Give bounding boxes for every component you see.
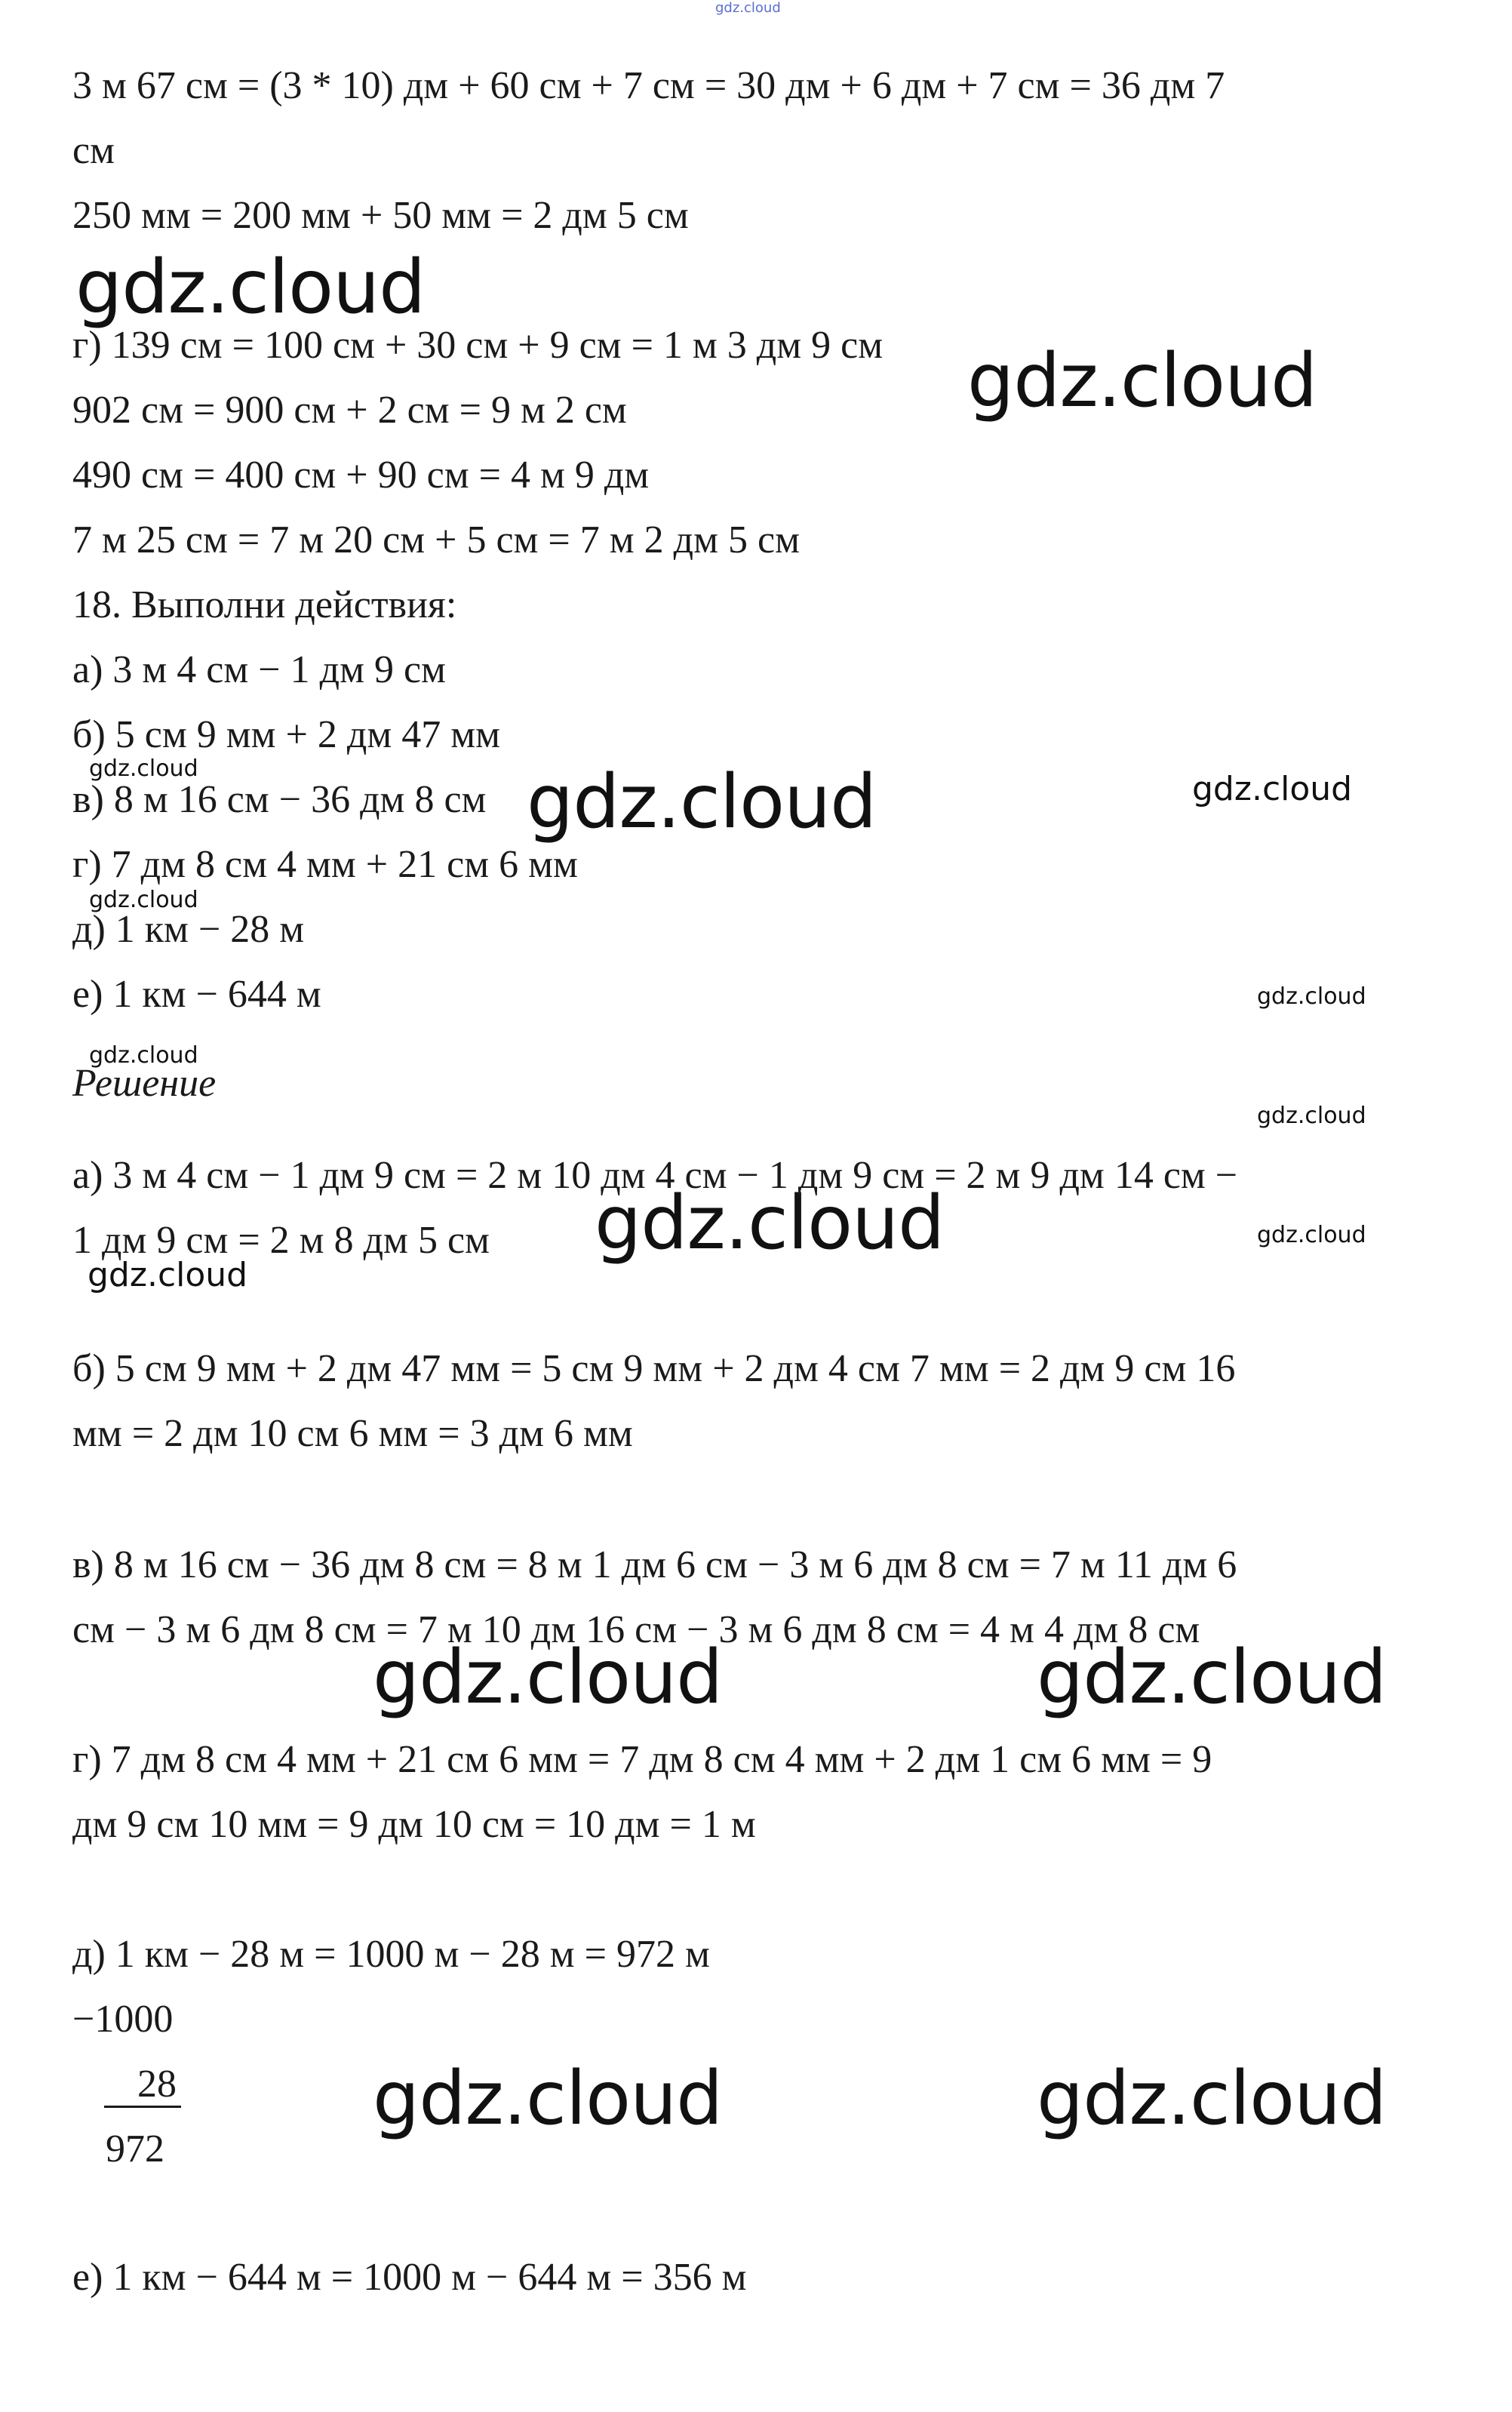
conversion-line-g1: г) 139 см = 100 см + 30 см + 9 см = 1 м 3 дм 9 см	[72, 324, 884, 367]
task-e: е) 1 км − 644 м	[72, 973, 321, 1016]
conversion-line-g4: 7 м 25 см = 7 м 20 см + 5 см = 7 м 2 дм 5 см	[72, 518, 801, 561]
watermark-small-4: gdz.cloud	[89, 1042, 198, 1069]
watermark-small-5: gdz.cloud	[1257, 1103, 1366, 1129]
column-line	[104, 2106, 181, 2108]
solution-e-line: е) 1 км − 644 м = 1000 м − 644 м = 356 м	[72, 2256, 747, 2299]
watermark-small-6: gdz.cloud	[1257, 1222, 1366, 1248]
solution-g-line-2: дм 9 см 10 мм = 9 дм 10 см = 10 дм = 1 м	[72, 1803, 756, 1846]
task-b: б) 5 см 9 мм + 2 дм 47 мм	[72, 713, 501, 756]
task-v: в) 8 м 16 см − 36 дм 8 см	[72, 778, 487, 821]
column-minuend: −1000	[72, 1998, 174, 2041]
solution-v-line-1: в) 8 м 16 см − 36 дм 8 см = 8 м 1 дм 6 см − 3 м 6 дм 8 см = 7 м 11 дм 6	[72, 1543, 1237, 1586]
watermark-large-2: gdz.cloud	[967, 338, 1317, 424]
watermark-small-1: gdz.cloud	[89, 755, 198, 782]
conversion-line-1-cont: см	[72, 129, 115, 172]
watermark-small-3: gdz.cloud	[1257, 983, 1366, 1010]
column-result: 972	[106, 2127, 164, 2170]
solution-v-line-2: см − 3 м 6 дм 8 см = 7 м 10 дм 16 см − 3 м 6 дм 8 см = 4 м 4 дм 8 см	[72, 1608, 1200, 1651]
watermark-large-6: gdz.cloud	[1037, 1635, 1387, 1721]
solution-g-line-1: г) 7 дм 8 см 4 мм + 21 см 6 мм = 7 дм 8 см 4 мм + 2 дм 1 см 6 мм = 9	[72, 1738, 1212, 1781]
task-a: а) 3 м 4 см − 1 дм 9 см	[72, 648, 446, 691]
watermark-medium-2: gdz.cloud	[88, 1256, 248, 1294]
solution-b-line-1: б) 5 см 9 мм + 2 дм 47 мм = 5 см 9 мм + 2 дм 4 см 7 мм = 2 дм 9 см 16	[72, 1347, 1236, 1390]
exercise-title: 18. Выполни действия:	[72, 583, 457, 626]
watermark-top: gdz.cloud	[715, 0, 781, 16]
conversion-line-g2: 902 см = 900 см + 2 см = 9 м 2 см	[72, 389, 627, 432]
solution-heading: Решение	[72, 1062, 217, 1105]
watermark-large-4: gdz.cloud	[595, 1180, 945, 1266]
solution-d-line: д) 1 км − 28 м = 1000 м − 28 м = 972 м	[72, 1933, 710, 1976]
solution-a-line-2: 1 дм 9 см = 2 м 8 дм 5 см	[72, 1219, 490, 1262]
watermark-large-5: gdz.cloud	[373, 1635, 723, 1721]
solution-b-line-2: мм = 2 дм 10 см 6 мм = 3 дм 6 мм	[72, 1412, 633, 1455]
column-subtrahend: 28	[137, 2063, 177, 2106]
solution-a-line-1: а) 3 м 4 см − 1 дм 9 см = 2 м 10 дм 4 см − 1 дм 9 см = 2 м 9 дм 14 см −	[72, 1154, 1238, 1197]
watermark-medium-1: gdz.cloud	[1192, 770, 1353, 808]
task-g: г) 7 дм 8 см 4 мм + 21 см 6 мм	[72, 843, 578, 886]
conversion-line-2: 250 мм = 200 мм + 50 мм = 2 дм 5 см	[72, 194, 689, 237]
watermark-large-3: gdz.cloud	[527, 759, 877, 845]
task-d: д) 1 км − 28 м	[72, 908, 305, 951]
watermark-large-7: gdz.cloud	[373, 2056, 723, 2142]
conversion-line-g3: 490 см = 400 см + 90 см = 4 м 9 дм	[72, 454, 650, 497]
watermark-small-2: gdz.cloud	[89, 887, 198, 913]
conversion-line-1: 3 м 67 см = (3 * 10) дм + 60 см + 7 см = 30 дм + 6 дм + 7 см = 36 дм 7	[72, 64, 1225, 107]
watermark-large-1: gdz.cloud	[75, 245, 426, 331]
watermark-large-8: gdz.cloud	[1037, 2056, 1387, 2142]
